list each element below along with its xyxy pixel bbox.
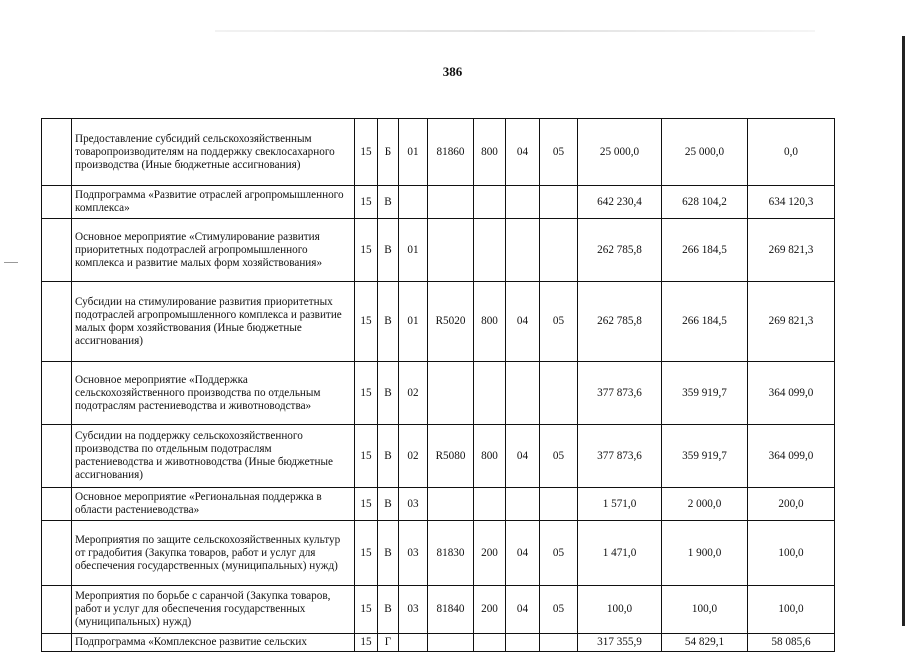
amount-year-3: 100,0 — [748, 586, 835, 634]
amount-year-1: 262 785,8 — [578, 219, 662, 282]
subsection-code: 05 — [540, 425, 578, 488]
amount-year-2: 25 000,0 — [662, 119, 748, 186]
activity-code — [399, 186, 428, 219]
table-row — [42, 521, 835, 586]
item-name: Подпрограмма «Развитие отраслей агропромышленного комплекса» — [72, 186, 355, 219]
subprogram-code: В — [378, 186, 399, 219]
subsection-code — [540, 362, 578, 425]
direction-code: 81860 — [428, 119, 474, 186]
amount-year-3: 269 821,3 — [748, 219, 835, 282]
expense-type-code — [474, 634, 506, 652]
amount-year-3: 269 821,3 — [748, 282, 835, 362]
section-code: 04 — [506, 425, 540, 488]
direction-code: R5020 — [428, 282, 474, 362]
activity-code: 03 — [399, 488, 428, 521]
blank-cell — [42, 219, 72, 282]
activity-code — [399, 634, 428, 652]
subsection-code: 05 — [540, 119, 578, 186]
item-name: Основное мероприятие «Стимулирование развития приоритетных подотраслей агропромышленного комплекса и развитие малых форм хозяйствования» — [72, 219, 355, 282]
amount-year-1: 377 873,6 — [578, 425, 662, 488]
item-name: Мероприятия по защите сельскохозяйственных культур от градобития (Закупка товаров, работ и услуг для обеспечения государственных (муниципальных) нужд) — [72, 521, 355, 586]
amount-year-1: 100,0 — [578, 586, 662, 634]
amount-year-3: 364 099,0 — [748, 362, 835, 425]
subprogram-code: Б — [378, 119, 399, 186]
scan-margin-mark — [4, 262, 18, 263]
direction-code — [428, 186, 474, 219]
subsection-code — [540, 219, 578, 282]
blank-cell — [42, 521, 72, 586]
activity-code: 02 — [399, 425, 428, 488]
section-code — [506, 219, 540, 282]
program-code: 15 — [355, 186, 378, 219]
subprogram-code: В — [378, 488, 399, 521]
blank-cell — [42, 425, 72, 488]
expense-type-code: 200 — [474, 586, 506, 634]
expense-type-code: 200 — [474, 521, 506, 586]
subprogram-code: В — [378, 282, 399, 362]
amount-year-1: 1 471,0 — [578, 521, 662, 586]
amount-year-3: 100,0 — [748, 521, 835, 586]
program-code: 15 — [355, 219, 378, 282]
amount-year-1: 25 000,0 — [578, 119, 662, 186]
expense-type-code: 800 — [474, 425, 506, 488]
amount-year-1: 317 355,9 — [578, 634, 662, 652]
blank-cell — [42, 488, 72, 521]
amount-year-1: 1 571,0 — [578, 488, 662, 521]
page-number: 386 — [442, 64, 463, 79]
blank-cell — [42, 282, 72, 362]
program-code: 15 — [355, 282, 378, 362]
direction-code — [428, 362, 474, 425]
activity-code: 02 — [399, 362, 428, 425]
amount-year-3: 0,0 — [748, 119, 835, 186]
section-code — [506, 634, 540, 652]
scan-header-noise — [215, 30, 815, 32]
amount-year-3: 634 120,3 — [748, 186, 835, 219]
section-code — [506, 488, 540, 521]
expense-type-code: 800 — [474, 119, 506, 186]
expense-type-code — [474, 186, 506, 219]
subsection-code: 05 — [540, 282, 578, 362]
program-code: 15 — [355, 362, 378, 425]
section-code: 04 — [506, 119, 540, 186]
amount-year-2: 100,0 — [662, 586, 748, 634]
subsection-code — [540, 488, 578, 521]
program-code: 15 — [355, 586, 378, 634]
amount-year-1: 642 230,4 — [578, 186, 662, 219]
budget-table — [41, 118, 835, 652]
table-row — [42, 219, 835, 282]
table-row — [42, 586, 835, 634]
subsection-code: 05 — [540, 586, 578, 634]
amount-year-2: 628 104,2 — [662, 186, 748, 219]
amount-year-2: 266 184,5 — [662, 282, 748, 362]
section-code: 04 — [506, 521, 540, 586]
item-name: Субсидии на поддержку сельскохозяйственного производства по отдельным подотраслям растениеводства и животноводства (Иные бюджетные ассигнования) — [72, 425, 355, 488]
direction-code: 81830 — [428, 521, 474, 586]
subsection-code: 05 — [540, 521, 578, 586]
amount-year-3: 58 085,6 — [748, 634, 835, 652]
blank-cell — [42, 362, 72, 425]
direction-code: 81840 — [428, 586, 474, 634]
table-row — [42, 282, 835, 362]
blank-cell — [42, 634, 72, 652]
item-name: Субсидии на стимулирование развития приоритетных подотраслей агропромышленного комплекса и развитие малых форм хозяйствования (Иные бюджетные ассигнования) — [72, 282, 355, 362]
section-code: 04 — [506, 586, 540, 634]
program-code: 15 — [355, 521, 378, 586]
section-code — [506, 186, 540, 219]
blank-cell — [42, 119, 72, 186]
amount-year-2: 359 919,7 — [662, 425, 748, 488]
direction-code — [428, 219, 474, 282]
item-name: Основное мероприятие «Региональная поддержка в области растениеводства» — [72, 488, 355, 521]
table-body — [42, 119, 835, 652]
subprogram-code: В — [378, 362, 399, 425]
item-name: Основное мероприятие «Поддержка сельскохозяйственного производства по отдельным подотраслям растениеводства и животноводства» — [72, 362, 355, 425]
blank-cell — [42, 586, 72, 634]
amount-year-2: 266 184,5 — [662, 219, 748, 282]
amount-year-2: 359 919,7 — [662, 362, 748, 425]
amount-year-1: 262 785,8 — [578, 282, 662, 362]
direction-code — [428, 488, 474, 521]
expense-type-code — [474, 219, 506, 282]
subprogram-code: В — [378, 521, 399, 586]
table-row — [42, 425, 835, 488]
direction-code: R5080 — [428, 425, 474, 488]
expense-type-code — [474, 488, 506, 521]
amount-year-2: 1 900,0 — [662, 521, 748, 586]
program-code: 15 — [355, 634, 378, 652]
subprogram-code: Г — [378, 634, 399, 652]
expense-type-code — [474, 362, 506, 425]
activity-code: 01 — [399, 119, 428, 186]
amount-year-2: 2 000,0 — [662, 488, 748, 521]
subsection-code — [540, 634, 578, 652]
table-row — [42, 634, 835, 652]
table-row — [42, 119, 835, 186]
table-row — [42, 488, 835, 521]
subprogram-code: В — [378, 425, 399, 488]
program-code: 15 — [355, 488, 378, 521]
program-code: 15 — [355, 119, 378, 186]
amount-year-3: 364 099,0 — [748, 425, 835, 488]
item-name: Предоставление субсидий сельскохозяйственным товаропроизводителям на поддержку свеклосахарного производства (Иные бюджетные ассигнования) — [72, 119, 355, 186]
activity-code: 03 — [399, 521, 428, 586]
section-code — [506, 362, 540, 425]
item-name: Подпрограмма «Комплексное развитие сельских — [72, 634, 355, 652]
subsection-code — [540, 186, 578, 219]
table-row — [42, 186, 835, 219]
amount-year-1: 377 873,6 — [578, 362, 662, 425]
program-code: 15 — [355, 425, 378, 488]
expense-type-code: 800 — [474, 282, 506, 362]
direction-code — [428, 634, 474, 652]
section-code: 04 — [506, 282, 540, 362]
activity-code: 03 — [399, 586, 428, 634]
table-row — [42, 362, 835, 425]
activity-code: 01 — [399, 282, 428, 362]
amount-year-3: 200,0 — [748, 488, 835, 521]
subprogram-code: В — [378, 219, 399, 282]
activity-code: 01 — [399, 219, 428, 282]
subprogram-code: В — [378, 586, 399, 634]
amount-year-2: 54 829,1 — [662, 634, 748, 652]
item-name: Мероприятия по борьбе с саранчой (Закупка товаров, работ и услуг для обеспечения государственных (муниципальных) нужд) — [72, 586, 355, 634]
blank-cell — [42, 186, 72, 219]
